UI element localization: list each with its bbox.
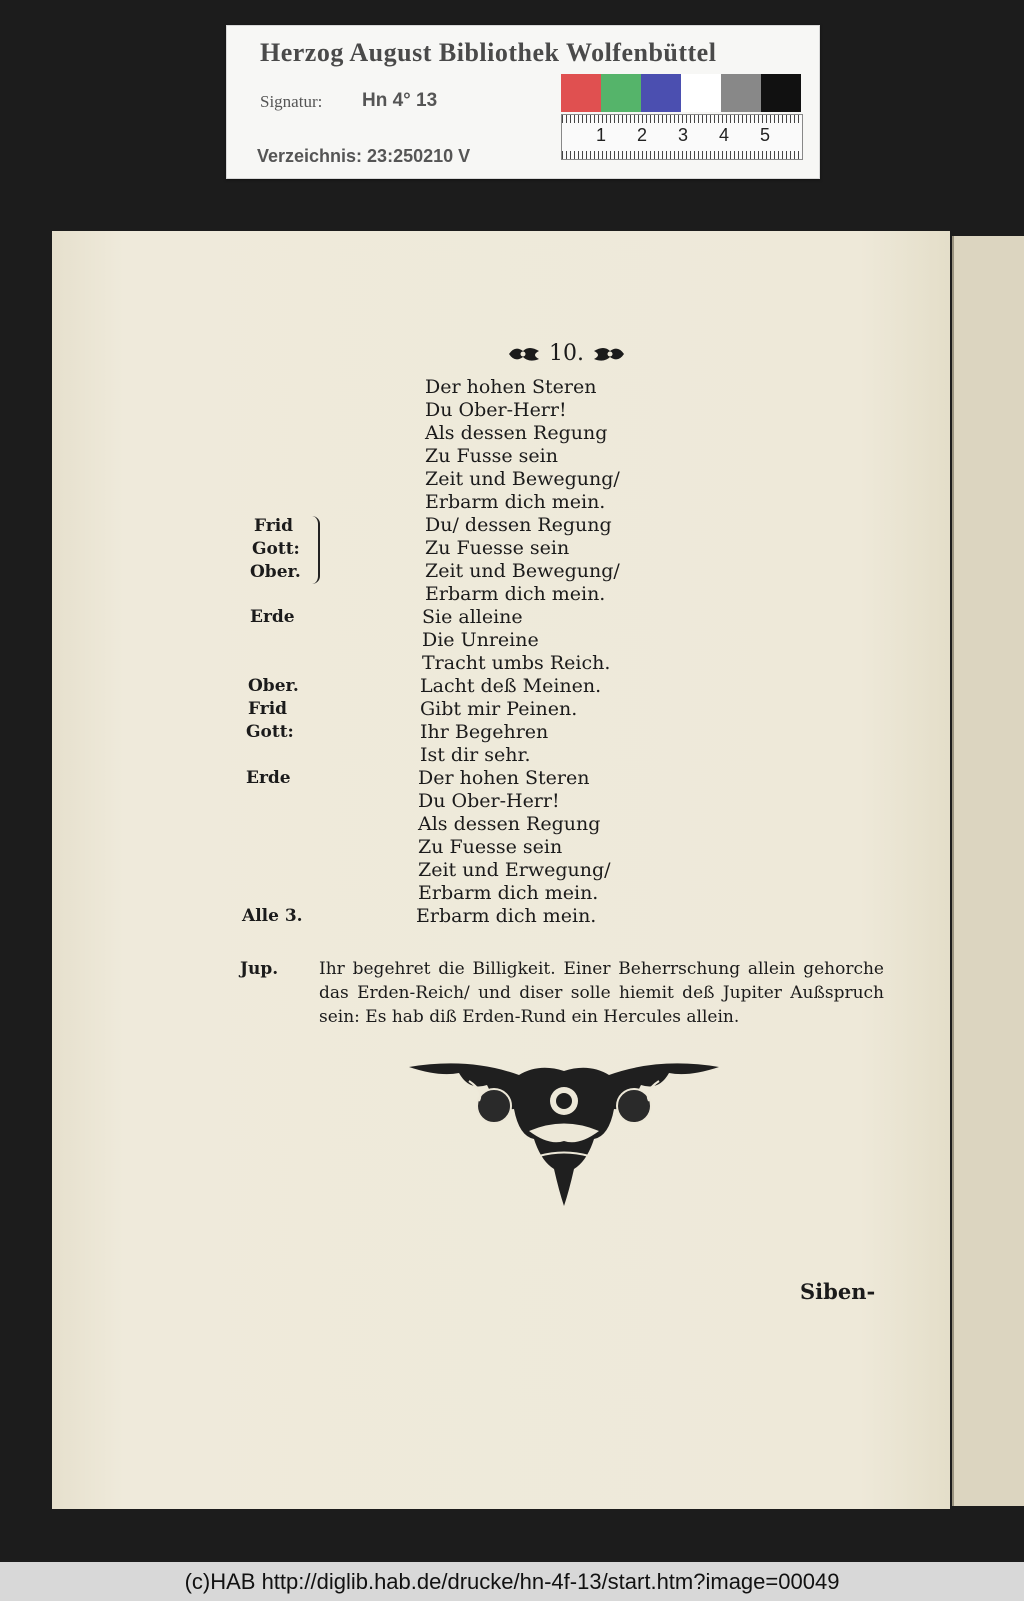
verse-line: Als dessen Regung <box>418 813 601 835</box>
floral-vignette-icon <box>409 1061 719 1206</box>
color-calibration-strip <box>561 74 801 112</box>
swatch-green <box>601 74 641 112</box>
verse-line: Du Ober-Herr! <box>425 399 567 421</box>
verse-line: Als dessen Regung <box>425 422 608 444</box>
verse-line: Zu Fusse sein <box>425 445 558 467</box>
verse-line: Ist dir sehr. <box>420 744 531 766</box>
ruler-number: 4 <box>719 125 730 145</box>
verse-line: Zeit und Erwegung/ <box>418 859 611 881</box>
ruler-number: 2 <box>637 125 648 145</box>
speaker-alle: Alle 3. <box>242 906 303 926</box>
book-page <box>52 231 950 1509</box>
verse-line: Zu Fuesse sein <box>418 836 563 858</box>
library-name: Herzog August Bibliothek Wolfenbüttel <box>260 38 717 67</box>
verse-line: Du/ dessen Regung <box>425 514 612 536</box>
verzeichnis-value: Verzeichnis: 23:250210 V <box>257 146 471 166</box>
verse-line: Lacht deß Meinen. <box>420 675 602 697</box>
verse-line: Erbarm dich mein. <box>418 882 599 904</box>
verse-line: Du Ober-Herr! <box>418 790 560 812</box>
ruler-numbers <box>596 125 801 146</box>
verse-line: Sie alleine <box>422 606 523 628</box>
verse-line: Der hohen Steren <box>418 767 590 789</box>
copyright-footer: (c)HAB http://diglib.hab.de/drucke/hn-4f-13/start.htm?image=00049 <box>0 1562 1024 1601</box>
swatch-red <box>561 74 601 112</box>
catchword: Siben- <box>800 1279 876 1304</box>
verse-line: Tracht umbs Reich. <box>422 652 611 674</box>
verse-line: Die Unreine <box>422 629 539 651</box>
speaker-frid: Frid <box>254 516 294 536</box>
library-label-card <box>226 25 820 179</box>
left-ornament-icon <box>507 343 541 365</box>
speaker-frid: Frid <box>248 699 288 719</box>
speaker-erde: Erde <box>246 768 291 788</box>
page-header <box>507 341 626 366</box>
swatch-blue <box>641 74 681 112</box>
scale-ruler <box>561 114 803 160</box>
swatch-white <box>681 74 721 112</box>
verse-line: Erbarm dich mein. <box>425 583 606 605</box>
verse-line: Der hohen Steren <box>425 376 597 398</box>
adjacent-page-edge <box>952 236 1024 1506</box>
verse-line: Erbarm dich mein. <box>425 491 606 513</box>
swatch-black <box>761 74 801 112</box>
ruler-number: 5 <box>760 125 771 145</box>
signatur-value: Hn 4° 13 <box>362 90 438 111</box>
speaker-gott: Gott: <box>252 539 300 559</box>
verse-line: Erbarm dich mein. <box>416 905 597 927</box>
ruler-ticks <box>562 151 802 159</box>
jupiter-speech: Ihr begehret die Billigkeit. Einer Beherrschung allein gehorche das Erden-Reich/ und diser solle hiemit deß Jupiter Außspruch sein: Es hab diß Erden-Rund ein Hercules allein. <box>319 959 884 1027</box>
verse-line: Zu Fuesse sein <box>425 537 570 559</box>
verse-line: Gibt mir Peinen. <box>420 698 578 720</box>
verse-line: Ihr Begehren <box>420 721 549 743</box>
right-ornament-icon <box>592 343 626 365</box>
signatur-label: Signatur: <box>260 92 323 111</box>
speaker-jup: Jup. <box>240 959 279 979</box>
speaker-gott: Gott: <box>246 722 294 742</box>
swatch-gray <box>721 74 761 112</box>
speaker-bracket <box>310 516 320 584</box>
speaker-erde: Erde <box>250 607 295 627</box>
verse-line: Zeit und Bewegung/ <box>425 560 620 582</box>
speaker-ober: Ober. <box>248 676 299 696</box>
verse-line: Zeit und Bewegung/ <box>425 468 620 490</box>
ruler-number: 3 <box>678 125 689 145</box>
page-number: 10. <box>549 341 584 366</box>
ruler-number: 1 <box>596 125 607 145</box>
speaker-ober: Ober. <box>250 562 301 582</box>
